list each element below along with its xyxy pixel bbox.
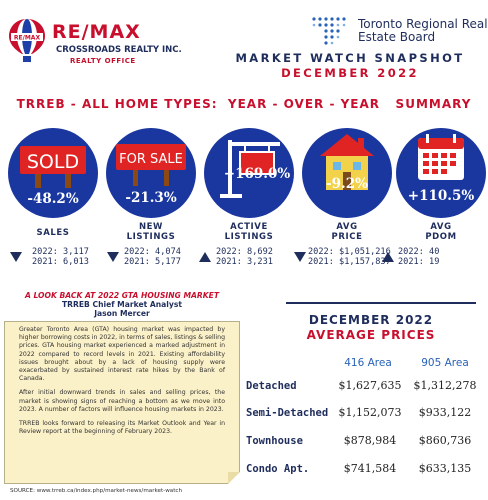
lookback-author-role: TRREB Chief Market Analyst xyxy=(62,300,182,309)
column-header-416: 416 Area xyxy=(344,357,392,369)
row-label-condo-apt: Condo Apt. xyxy=(246,463,310,475)
row-label-townhouse: Townhouse xyxy=(246,435,303,447)
stat-change: -9.2% xyxy=(326,176,368,192)
stat-change: +110.5% xyxy=(407,188,475,204)
stat-2021-value: 2021: 6,013 xyxy=(32,257,89,267)
stat-circle xyxy=(396,128,486,218)
stat-2021-value: 2021: 19 xyxy=(398,257,440,267)
trreb-dots-icon xyxy=(310,14,352,50)
remax-logo xyxy=(8,18,182,76)
stat-label: NEW LISTINGS xyxy=(126,222,176,242)
lookback-note xyxy=(4,321,240,484)
price-905-townhouse: $860,736 xyxy=(418,434,472,447)
avg-prices-title: DECEMBER 2022 xyxy=(308,313,434,327)
house-price-icon xyxy=(302,128,392,218)
stat-change: -48.2% xyxy=(27,191,79,207)
price-416-townhouse: $878,984 xyxy=(343,434,397,447)
brokerage-name: CROSSROADS REALTY INC. xyxy=(56,45,182,55)
stat-label: SALES xyxy=(36,228,70,238)
stat-label: AVG PDOM xyxy=(425,222,457,242)
stat-circle xyxy=(302,128,392,218)
stat-2021-value: 2021: 5,177 xyxy=(124,257,181,267)
stat-circle xyxy=(204,128,294,218)
lookback-author-name: Jason Mercer xyxy=(94,309,150,318)
price-416-condo-apt: $741,584 xyxy=(343,462,397,475)
snapshot-period: DECEMBER 2022 xyxy=(281,66,419,80)
price-416-semi-detached: $1,152,073 xyxy=(338,406,402,419)
stat-change: +169.0% xyxy=(223,166,291,182)
source-link[interactable]: SOURCE: www.trreb.ca/index.php/market-news/market-watch xyxy=(10,488,183,494)
board-name: Toronto Regional Real Estate Board xyxy=(358,17,488,44)
down-arrow-icon xyxy=(294,252,306,262)
stat-2022-value: 2022: 8,692 xyxy=(216,247,273,257)
brand-name: RE/MAX xyxy=(52,21,141,43)
stat-change: -21.3% xyxy=(125,190,177,206)
lookback-paragraph: TRREB looks forward to releasing its Market Outlook and Year in Review report at the beginning of February 2023. xyxy=(19,420,225,436)
row-label-detached: Detached xyxy=(246,380,297,392)
lookback-title: A LOOK BACK AT 2022 GTA HOUSING MARKET xyxy=(24,291,220,300)
summary-title: TRREB - ALL HOME TYPES: YEAR - OVER - YEAR SUMMARY xyxy=(16,97,472,111)
avg-prices-subtitle: AVERAGE PRICES xyxy=(306,328,436,342)
lookback-paragraph: Greater Toronto Area (GTA) housing market was impacted by higher borrowing costs in 2022, in terms of sales, listings & selling prices. GTA housing market experienced a marked adjustment in 2022 compared to record levels in 2021. Existing affordability issues brought about by a lack of housing supply were exacerbated by sustained interest rate hikes by the Bank of Canada. xyxy=(19,326,225,383)
remax-balloon-icon xyxy=(8,18,46,64)
stat-label: AVG PRICE xyxy=(331,222,363,242)
stat-2021-value: 2021: 3,231 xyxy=(216,257,273,267)
column-header-905: 905 Area xyxy=(421,357,469,369)
price-905-condo-apt: $633,135 xyxy=(418,462,472,475)
stat-2022-value: 2022: $1,051,216 xyxy=(308,247,391,257)
stat-2022-value: 2022: 3,117 xyxy=(32,247,89,257)
stat-label: ACTIVE LISTINGS xyxy=(224,222,274,242)
up-arrow-icon xyxy=(199,252,211,262)
calendar-icon xyxy=(396,128,486,218)
stat-circle xyxy=(106,128,196,218)
stat-2022-value: 2022: 4,074 xyxy=(124,247,181,257)
price-905-semi-detached: $933,122 xyxy=(418,406,472,419)
trreb-logo xyxy=(310,12,488,52)
stat-2021-value: 2021: $1,157,837 xyxy=(308,257,391,267)
svg-text:FOR SALE: FOR SALE xyxy=(119,152,183,167)
stat-2022-value: 2022: 40 xyxy=(398,247,440,257)
svg-text:RE/MAX: RE/MAX xyxy=(13,34,41,42)
price-905-detached: $1,312,278 xyxy=(413,379,477,392)
row-label-semi-detached: Semi-Detached xyxy=(246,407,329,419)
down-arrow-icon xyxy=(107,252,119,262)
price-416-detached: $1,627,635 xyxy=(338,379,402,392)
snapshot-title: MARKET WATCH SNAPSHOT xyxy=(235,51,465,65)
svg-text:SOLD: SOLD xyxy=(26,151,80,173)
down-arrow-icon xyxy=(10,252,22,262)
lookback-paragraph: After initial downward trends in sales and selling prices, the market is showing signs of reaching a bottom as we move into 2023. A number of factors will influence housing markets in 2023. xyxy=(19,389,225,413)
stat-circle xyxy=(8,128,98,218)
office-type: REALTY OFFICE xyxy=(70,57,136,65)
up-arrow-icon xyxy=(382,252,394,262)
avg-prices-divider xyxy=(286,302,476,304)
